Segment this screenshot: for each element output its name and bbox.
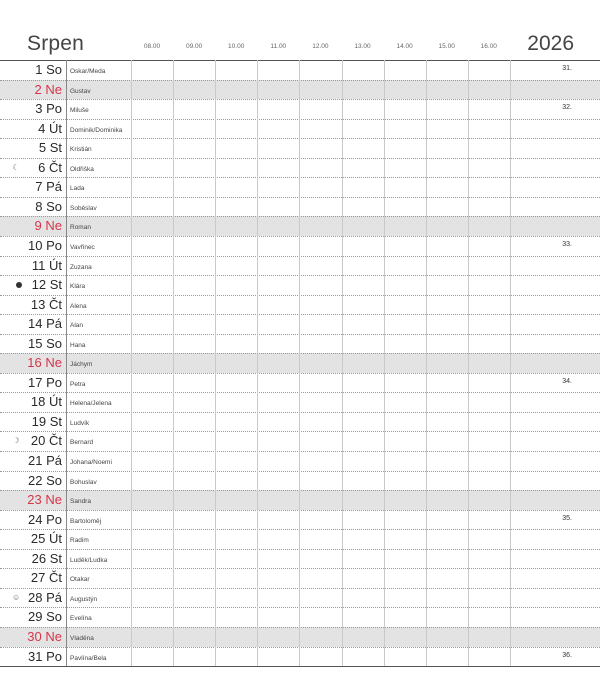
day-label: 11 Út	[31, 257, 62, 273]
day-label: 5 St	[38, 140, 62, 156]
name-day: Bernard	[70, 439, 94, 447]
name-day: Bartoloměj	[70, 517, 102, 525]
day-label: 25 Út	[30, 531, 62, 547]
column-divider	[257, 60, 258, 666]
name-day: Helena/Jelena	[70, 400, 112, 408]
column-divider	[66, 60, 67, 666]
day-label: 29 So	[28, 609, 62, 625]
name-day: Sandra	[70, 498, 91, 506]
first-quarter-icon: ☽	[12, 436, 20, 446]
day-label: 19 St	[31, 413, 62, 429]
day-label: 27 Čt	[30, 570, 62, 586]
day-label: 8 So	[35, 198, 62, 214]
day-label: 4 Út	[38, 120, 62, 136]
name-day: Radim	[70, 537, 89, 545]
hour-label: 14.00	[396, 43, 413, 50]
day-label: 7 Pá	[35, 179, 62, 195]
name-day: Oldřiška	[70, 165, 94, 173]
month-title: Srpen	[27, 32, 85, 55]
day-label: 3 Po	[35, 101, 62, 117]
day-label: 10 Po	[28, 237, 62, 253]
hour-label: 10.00	[228, 43, 245, 50]
hour-label: 16.00	[480, 43, 497, 50]
name-day: Kristián	[70, 146, 92, 154]
day-label: 12 St	[31, 277, 62, 293]
name-day: Ludvík	[70, 419, 90, 427]
name-day: Dominik/Dominika	[70, 126, 123, 134]
name-day: Evelína	[70, 615, 92, 623]
column-divider	[426, 60, 427, 666]
new-moon-icon	[16, 282, 22, 288]
name-day: Luděk/Ludka	[70, 556, 108, 564]
column-divider	[342, 60, 343, 666]
name-day: Vavřinec	[70, 243, 95, 251]
column-divider	[510, 60, 511, 666]
week-number: 35.	[562, 514, 572, 522]
full-moon-icon: ☺	[12, 592, 21, 602]
last-quarter-icon: ☾	[12, 162, 20, 172]
column-divider	[173, 60, 174, 666]
hour-label: 15.00	[438, 43, 455, 50]
calendar-header	[0, 0, 600, 60]
row-divider	[0, 666, 600, 667]
column-divider	[215, 60, 216, 666]
day-label: 14 Pá	[28, 316, 62, 332]
name-day: Pavlína/Bela	[70, 654, 107, 662]
name-day: Miluše	[70, 107, 89, 115]
column-divider	[468, 60, 469, 666]
day-label: 17 Po	[28, 374, 62, 390]
column-divider	[131, 60, 132, 666]
day-label: 18 Út	[30, 394, 62, 410]
name-day: Oskar/Meda	[70, 68, 106, 75]
day-label: 6 Čt	[38, 159, 62, 175]
day-label: 2 Ne	[34, 81, 62, 97]
hour-label: 11.00	[270, 43, 287, 50]
day-label: 21 Pá	[28, 453, 62, 468]
year-title: 2026	[527, 32, 574, 55]
week-number: 34.	[562, 377, 572, 385]
day-label: 15 So	[28, 335, 62, 351]
name-day: Gustav	[70, 87, 91, 95]
name-day: Otakar	[70, 576, 90, 584]
name-day: Vladěna	[70, 634, 94, 642]
column-divider	[384, 60, 385, 666]
day-label: 23 Ne	[27, 492, 62, 508]
week-number: 31.	[562, 65, 572, 72]
day-label: 24 Po	[28, 511, 62, 527]
name-day: Hana	[70, 341, 86, 349]
day-label: 16 Ne	[27, 355, 62, 371]
name-day: Soběslav	[70, 204, 97, 212]
name-day: Klára	[70, 283, 86, 291]
week-number: 32.	[562, 104, 572, 112]
name-day: Alan	[70, 322, 84, 330]
week-number: 36.	[562, 651, 572, 659]
week-number: 33.	[562, 240, 572, 248]
name-day: Roman	[70, 224, 91, 232]
day-label: 26 St	[31, 550, 62, 566]
name-day: Jáchym	[70, 361, 93, 369]
hour-label: 12.00	[312, 43, 329, 50]
day-label: 28 Pá	[28, 589, 62, 605]
hour-label: 09.00	[185, 43, 203, 50]
name-day: Bohuslav	[70, 478, 97, 486]
hour-label: 13.00	[354, 43, 371, 50]
day-label: 22 So	[28, 472, 62, 488]
name-day: Zuzana	[70, 263, 92, 271]
name-day: Johana/Noemi	[70, 459, 112, 466]
day-label: 13 Čt	[30, 296, 62, 312]
name-day: Augustýn	[70, 595, 98, 603]
name-day: Lada	[70, 185, 85, 193]
hour-label: 08.00	[143, 43, 161, 50]
name-day: Alena	[70, 302, 87, 310]
day-label: 30 Ne	[27, 628, 62, 644]
day-label: 31 Po	[28, 648, 62, 664]
day-label: 1 So	[35, 62, 62, 77]
day-label: 20 Čt	[30, 433, 62, 449]
day-label: 9 Ne	[34, 218, 62, 234]
name-day: Petra	[70, 380, 86, 388]
column-divider	[299, 60, 300, 666]
